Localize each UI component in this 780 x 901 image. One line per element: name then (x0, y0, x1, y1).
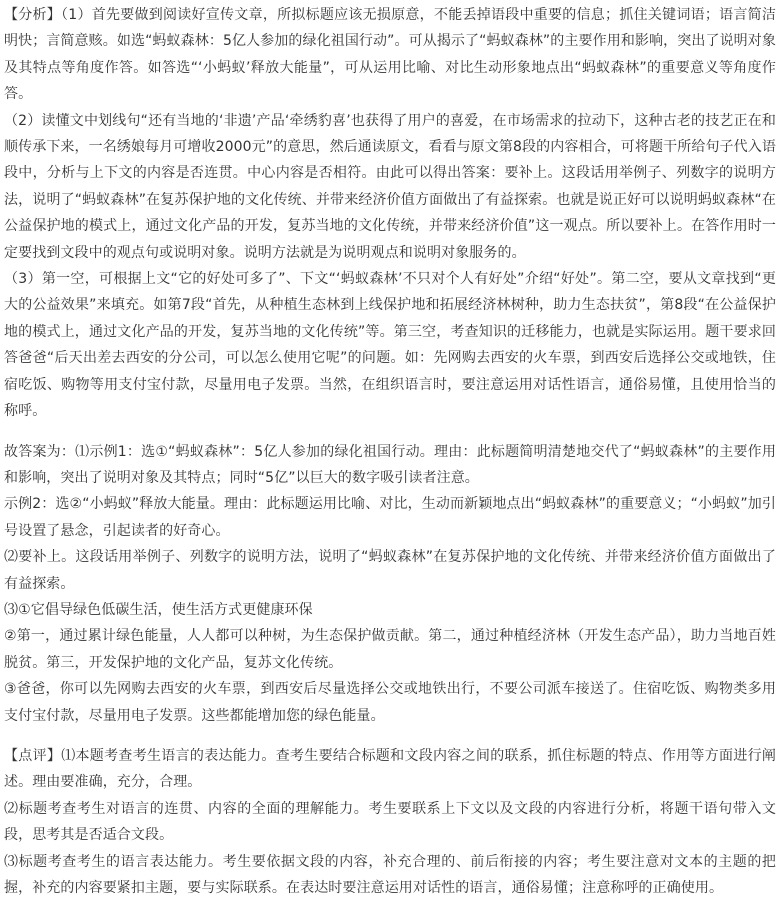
answer-paragraph-5: ②第一，通过累计绿色能量，人人都可以种树，为生态保护做贡献。第二，通过种植经济林（开发生态产品），助力当地百姓脱贫。第三，开发保护地的文化产品，复苏文化传统。 (4, 628, 776, 671)
answer-paragraph-1: 故答案为：⑴示例1：选①“蚂蚁森林”：5亿人参加的绿化祖国行动。理由：此标题简明清楚地交代了“蚂蚁森林”的主要作用和影响，突出了说明对象及其特点；同时“5亿”以巨大的数字吸引读者注意。 (4, 443, 776, 486)
analysis-paragraph-3: （3）第一空，可根据上文“它的好处可多了”、下文“‘蚂蚁森林’不只对个人有好处”介绍“好处”。第二空，要从文章找到“更大的公益效果”来填充。如第7段“首先，从种植生态林到上线保护地和拓展经济林树种，助力生态扶贫”，第8段“在公益保护地的模式上，通过文化产品的开发，复苏当地的文化传统”等。第三空，考查知识的迁移能力，也就是实际运用。题干要求回答爸爸“后天出差去西安的分公司，可以怎么使用它呢”的问题。如：先网购去西安的火车票，到西安后选择公交或地铁，住宿吃饭、购物等用支付宝付款，尽量用电子发票。当然，在组织语言时，要注意运用对话性语言，通俗易懂，且使用恰当的称呼。 (4, 271, 776, 420)
comment-paragraph-3: ⑶标题考查考生的语言表达能力。考生要依据文段的内容，补充合理的、前后衔接的内容；考生要注意对文本的主题的把握，补充的内容要紧扣主题，要与实际联系。在表达时要注意运用对话性的语言，通俗易懂；注意称呼的正确使用。 (4, 853, 776, 896)
analysis-paragraph-1: 【分析】（1）首先要做到阅读好宣传文章，所拟标题应该无损原意，不能丢掉语段中重要的信息；抓住关键词语；语言简洁明快；言简意赅。如选“蚂蚁森林：5亿人参加的绿化祖国行动”。可从揭示了“蚂蚁森林”的主要作用和影响，突出了说明对象及其特点等角度作答。如答选“‘小蚂蚁’释放大能量”，可从运用比喻、对比生动形象地点出“蚂蚁森林”的重要意义等角度作答。 (4, 7, 776, 103)
answer-section (4, 439, 776, 729)
answer-paragraph-2: 示例2：选②“小蚂蚁”释放大能量。理由：此标题运用比喻、对比，生动而新颖地点出“蚂蚁森林”的重要意义；“小蚂蚁”加引号设置了悬念，引起读者的好奇心。 (4, 496, 776, 539)
comment-section (4, 743, 776, 901)
answer-paragraph-6: ③爸爸，你可以先网购去西安的火车票，到西安后尽量选择公交或地铁出行，不要公司派车接送了。住宿吃饭、购物类多用支付宝付款，尽量用电子发票。这些都能增加您的绿色能量。 (4, 681, 776, 724)
comment-paragraph-1: 【点评】⑴本题考查考生语言的表达能力。查考生要结合标题和文段内容之间的联系，抓住标题的特点、作用等方面进行阐述。理由要准确，充分，合理。 (4, 747, 776, 791)
analysis-section (4, 2, 776, 425)
analysis-paragraph-2: （2）读懂文中划线句“还有当地的‘非遗’产品‘牵绣豹喜’也获得了用户的喜爱，在市场需求的拉动下，这种古老的技艺正在和顺传承下来，一名绣娘每月可增收2000元”的意思，然后通读原文，看看与原文第8段的内容相合，可将题干所给句子代入语段中，分析与上下文的内容是否连贯。中心内容是否相符。由此可以得出答案：要补上。这段话用举例子、列数字的说明方法，说明了“蚂蚁森林”在复苏保护地的文化传统、并带来经济价值方面做出了有益探索。也就是说正好可以说明蚂蚁森林“在公益保护地的模式上，通过文化产品的开发，复苏当地的文化传统，并带来经济价值”这一观点。所以要补上。在答作用时一定要找到文段中的观点句或说明对象。说明方法就是为说明观点和说明对象服务的。 (4, 112, 776, 261)
section-spacer (4, 425, 776, 439)
section-spacer (4, 729, 776, 743)
comment-paragraph-2: ⑵标题考查考生对语言的连贯、内容的全面的理解能力。考生要联系上下文以及文段的内容进行分析，将题干语句带入文段，思考其是否适合文段。 (4, 800, 776, 844)
answer-paragraph-3: ⑵要补上。这段话用举例子、列数字的说明方法，说明了“蚂蚁森林”在复苏保护地的文化传统、并带来经济价值方面做出了有益探索。 (4, 549, 776, 592)
answer-paragraph-4: ⑶①它倡导绿色低碳生活，使生活方式更健康环保 (4, 601, 313, 618)
